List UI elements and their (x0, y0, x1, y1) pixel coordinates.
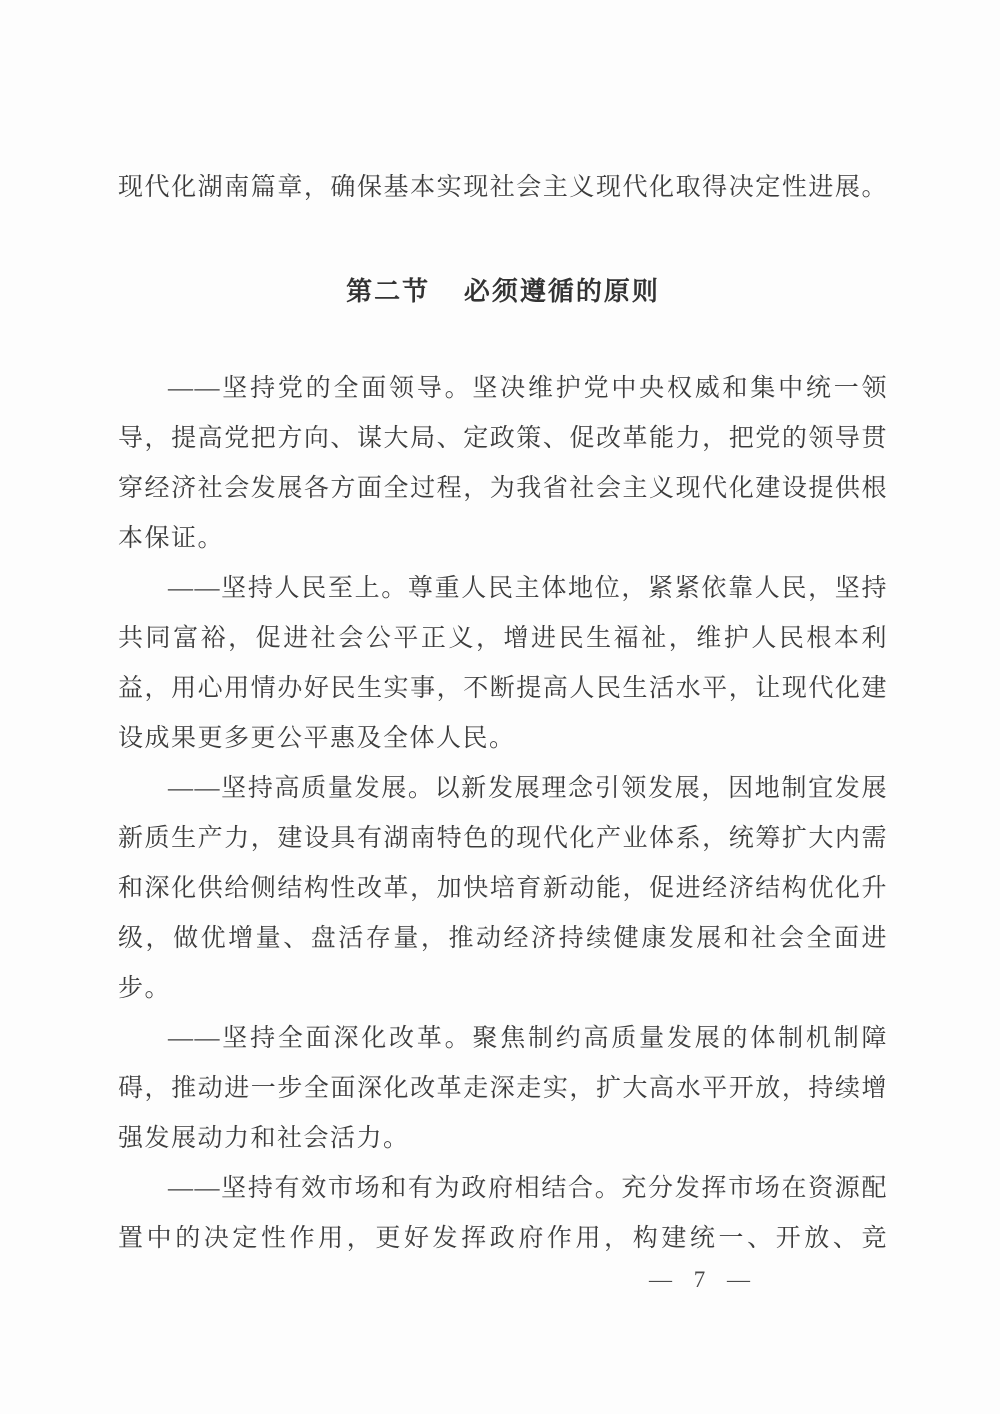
page-number: — 7 — (649, 1267, 758, 1292)
principle-paragraph-market-and-government: ——坚持有效市场和有为政府相结合。充分发挥市场在资源配置中的决定性作用，更好发挥政府作用，构建统一、开放、竞 (118, 1175, 888, 1252)
section-heading-number: 第二节 (346, 277, 431, 306)
principle-paragraph-party-leadership: ——坚持党的全面领导。坚决维护党中央权威和集中统一领导，提高党把方向、谋大局、定政策、促改革能力，把党的领导贯穿经济社会发展各方面全过程，为我省社会主义现代化建设提供根本保证。 (118, 375, 888, 552)
continuation-paragraph: 现代化湖南篇章，确保基本实现社会主义现代化取得决定性进展。 (118, 174, 888, 201)
principle-paragraph-people-first: ——坚持人民至上。尊重人民主体地位，紧紧依靠人民，坚持共同富裕，促进社会公平正义，增进民生福祉，维护人民根本利益，用心用情办好民生实事，不断提高人民生活水平，让现代化建设成果更多更公平惠及全体人民。 (118, 575, 888, 752)
principle-paragraph-high-quality-development: ——坚持高质量发展。以新发展理念引领发展，因地制宜发展新质生产力，建设具有湖南特色的现代化产业体系，统筹扩大内需和深化供给侧结构性改革，加快培育新动能，促进经济结构优化升级，做优增量、盘活存量，推动经济持续健康发展和社会全面进步。 (118, 775, 888, 1002)
page-footer (118, 1265, 888, 1295)
section-heading (118, 267, 888, 317)
section-heading-title: 必须遵循的原则 (463, 277, 660, 306)
principle-paragraph-deepening-reform: ——坚持全面深化改革。聚焦制约高质量发展的体制机制障碍，推动进一步全面深化改革走深走实，扩大高水平开放，持续增强发展动力和社会活力。 (118, 1025, 888, 1152)
